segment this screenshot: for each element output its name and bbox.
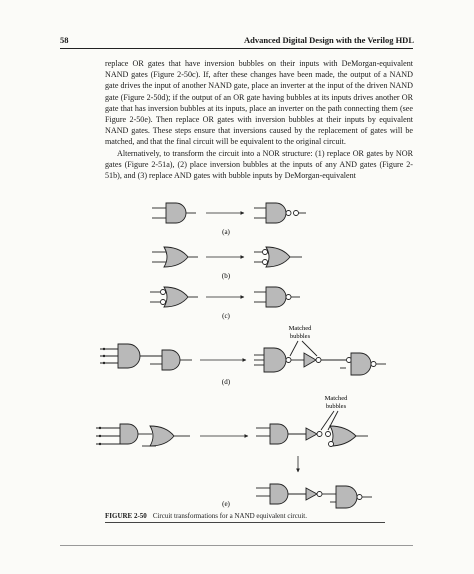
paragraph-1: replace OR gates that have inversion bubbles on their inputs with DeMorgan-equivalent NAND gates (Figure 2-50c). If, after these changes have been made, the output of a NAND gate drives the input of another NAND gate, place an inverter at the input of the driven NAND gate (Figure 2-50d); if the output of an OR gate having bubbles at its inputs drives another OR gate that has inversion bubbles at its inputs, place an inverter on the path connecting them (see Figure 2-50e). Then replace OR gates with inversion bubbles at their inputs by equivalent NAND gates. These steps ensure that inversions caused by the replacement of gates will be matched, and that the final circuit will be equivalent to the original circuit. (105, 59, 413, 147)
left-circuit-e (96, 424, 190, 446)
right-circuit-d (254, 348, 386, 375)
bottom-rule (60, 545, 413, 546)
sublabel-a: (a) (222, 228, 230, 236)
caption-label: FIGURE 2-50 (105, 512, 147, 520)
caption-rule (105, 522, 385, 523)
row-b (152, 247, 302, 280)
right-circuit-e-bottom (256, 484, 372, 508)
right-circuit-e-top (256, 424, 368, 447)
matched-bubbles-e-line2: bubbles (325, 403, 347, 410)
and-gate (152, 203, 196, 223)
row-a (152, 203, 306, 236)
sublabel-b: (b) (221, 272, 231, 280)
row-c (150, 287, 300, 320)
nand-gate (254, 203, 306, 223)
caption-text: Circuit transformations for a NAND equivalent circuit. (152, 512, 307, 520)
left-circuit-d (100, 344, 192, 370)
sublabel-d: (d) (221, 378, 231, 386)
matched-bubbles-d-line2: bubbles (289, 333, 311, 340)
row-d (100, 325, 386, 386)
sublabel-c: (c) (222, 312, 230, 320)
figure-caption (105, 512, 413, 520)
bubbled-or-gate (150, 287, 198, 307)
paragraph-2: Alternatively, to transform the circuit into a NOR structure: (1) replace OR gates by NOR gates (Figure 2-51a), (2) place inversion bubbles at the inputs of any AND gates (Figure 2-51b), and (3) replace AND gates with bubble inputs by DeMorgan-equivalent (105, 148, 413, 181)
nand-gate (254, 287, 300, 307)
bubbled-or-gate (254, 247, 302, 267)
row-e (96, 395, 372, 508)
running-title: Advanced Digital Design with the Verilog HDL (243, 35, 414, 45)
matched-bubbles-e-line1: Matched (324, 395, 348, 402)
matched-bubbles-d-line1: Matched (288, 325, 312, 332)
sublabel-e: (e) (222, 500, 230, 508)
or-gate (152, 247, 198, 267)
page-number: 58 (60, 35, 69, 45)
